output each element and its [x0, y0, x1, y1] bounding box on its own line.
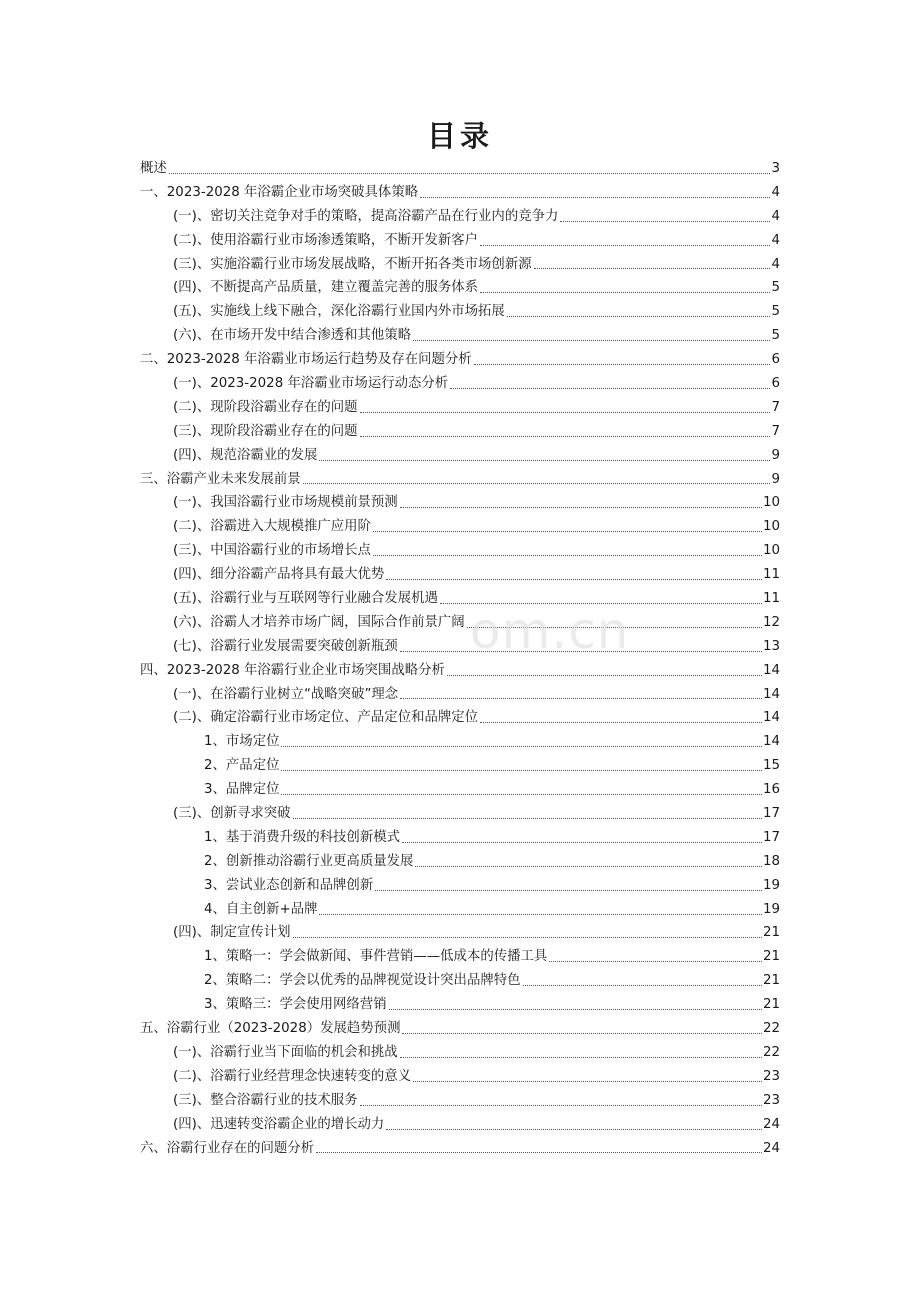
dot-leader: [400, 651, 762, 652]
dot-leader: [293, 937, 762, 938]
toc-entry-text: (二)、浴霸行业经营理念快速转变的意义: [173, 1068, 412, 1084]
toc-entry[interactable]: [140, 515, 780, 539]
toc-entry[interactable]: [140, 1041, 780, 1065]
toc-page-number: 23: [762, 1068, 780, 1084]
dot-leader: [389, 1009, 762, 1010]
toc-entry-text: (七)、浴霸行业发展需要突破创新瓶颈: [173, 638, 398, 654]
toc-entry-text: (四)、制定宣传计划: [173, 925, 291, 941]
dot-leader: [560, 221, 770, 222]
dot-leader: [360, 412, 771, 413]
toc-entry-text: 概述: [140, 160, 167, 176]
dot-leader: [319, 914, 761, 915]
toc-entry[interactable]: [140, 826, 780, 850]
toc-entry[interactable]: [140, 181, 780, 205]
toc-entry-text: 2、策略二：学会以优秀的品牌视觉设计突出品牌特色: [204, 973, 521, 989]
toc-entry[interactable]: [140, 802, 780, 826]
dot-leader: [375, 890, 762, 891]
dot-leader: [450, 388, 770, 389]
table-of-contents: [140, 157, 780, 1160]
toc-entry[interactable]: [140, 420, 780, 444]
toc-page-number: 15: [762, 758, 780, 774]
dot-leader: [467, 627, 762, 628]
toc-entry[interactable]: [140, 730, 780, 754]
toc-entry-text: (三)、中国浴霸行业的市场增长点: [173, 543, 371, 559]
dot-leader: [420, 197, 770, 198]
toc-entry-text: 一、2023-2028 年浴霸企业市场突破具体策略: [140, 184, 419, 200]
toc-entry-text: (三)、创新寻求突破: [173, 806, 291, 822]
toc-page-number: 21: [762, 997, 780, 1013]
toc-page-number: 21: [762, 949, 780, 965]
toc-page-number: 9: [771, 447, 780, 463]
toc-entry[interactable]: [140, 229, 780, 253]
toc-page-number: 14: [762, 662, 780, 678]
dot-leader: [386, 1129, 762, 1130]
toc-entry-text: 三、浴霸产业未来发展前景: [140, 471, 301, 487]
dot-leader: [413, 340, 770, 341]
toc-entry-text: (二)、现阶段浴霸业存在的问题: [173, 399, 358, 415]
toc-entry-text: (五)、浴霸行业与互联网等行业融合发展机遇: [173, 591, 438, 607]
dot-leader: [474, 364, 771, 365]
toc-entry-text: 1、市场定位: [204, 734, 280, 750]
toc-page-number: 4: [771, 256, 780, 272]
toc-entry[interactable]: [140, 993, 780, 1017]
toc-page-number: 7: [771, 399, 780, 415]
toc-page-number: 19: [762, 901, 780, 917]
toc-entry[interactable]: [140, 945, 780, 969]
toc-entry-text: (二)、确定浴霸行业市场定位、产品定位和品牌定位: [173, 710, 479, 726]
toc-entry[interactable]: [140, 898, 780, 922]
toc-entry[interactable]: [140, 969, 780, 993]
toc-page-number: 13: [762, 638, 780, 654]
toc-page-number: 10: [762, 495, 780, 511]
dot-leader: [360, 1105, 762, 1106]
toc-entry-text: 六、浴霸行业存在的问题分析: [140, 1140, 315, 1156]
dot-leader: [534, 268, 771, 269]
dot-leader: [440, 603, 762, 604]
dot-leader: [549, 961, 762, 962]
toc-page-number: 7: [771, 423, 780, 439]
toc-page-number: 14: [762, 710, 780, 726]
toc-entry[interactable]: [140, 324, 780, 348]
toc-entry[interactable]: [140, 539, 780, 563]
toc-page-number: 21: [762, 925, 780, 941]
toc-entry-text: (三)、整合浴霸行业的技术服务: [173, 1092, 358, 1108]
toc-page-number: 14: [762, 686, 780, 702]
toc-page-number: 11: [762, 591, 780, 607]
toc-entry[interactable]: [140, 754, 780, 778]
toc-entry-text: 3、策略三：学会使用网络营销: [204, 997, 387, 1013]
toc-entry-text: (一)、密切关注竞争对手的策略，提高浴霸产品在行业内的竞争力: [173, 208, 559, 224]
toc-entry[interactable]: [140, 157, 780, 181]
dot-leader: [415, 866, 762, 867]
dot-leader: [293, 818, 762, 819]
toc-page-number: 19: [762, 877, 780, 893]
dot-leader: [386, 579, 762, 580]
dot-leader: [169, 173, 771, 174]
toc-entry[interactable]: [140, 253, 780, 277]
toc-entry-text: 五、浴霸行业（2023-2028）发展趋势预测: [140, 1021, 401, 1037]
toc-entry-text: (四)、细分浴霸产品将具有最大优势: [173, 567, 385, 583]
toc-page-number: 22: [762, 1044, 780, 1060]
toc-entry-text: (六)、浴霸人才培养市场广阔，国际合作前景广阔: [173, 614, 465, 630]
toc-entry-text: 四、2023-2028 年浴霸行业企业市场突围战略分析: [140, 662, 445, 678]
toc-entry-text: 2、产品定位: [204, 758, 280, 774]
toc-page-number: 9: [771, 471, 780, 487]
toc-entry[interactable]: [140, 1137, 780, 1161]
dot-leader: [447, 675, 762, 676]
toc-entry-text: (四)、迅速转变浴霸企业的增长动力: [173, 1116, 385, 1132]
toc-entry[interactable]: [140, 587, 780, 611]
toc-entry[interactable]: [140, 1017, 780, 1041]
toc-entry-text: (一)、2023-2028 年浴霸业市场运行动态分析: [173, 376, 449, 391]
toc-page-number: 11: [762, 567, 780, 583]
toc-page-number: 24: [762, 1140, 780, 1156]
toc-page-number: 4: [771, 184, 780, 200]
toc-page-number: 10: [762, 543, 780, 559]
toc-entry[interactable]: [140, 778, 780, 802]
toc-entry[interactable]: [140, 1113, 780, 1137]
dot-leader: [281, 770, 761, 771]
toc-entry-text: (一)、浴霸行业当下面临的机会和挑战: [173, 1044, 398, 1060]
toc-page-number: 18: [762, 853, 780, 869]
dot-leader: [480, 722, 762, 723]
toc-entry-text: 二、2023-2028 年浴霸业市场运行趋势及存在问题分析: [140, 352, 472, 368]
watermark: om.cn: [470, 602, 630, 660]
dot-leader: [373, 531, 762, 532]
toc-entry-text: 4、自主创新+品牌: [204, 901, 318, 917]
toc-page-number: 3: [771, 160, 780, 176]
dot-leader: [400, 507, 762, 508]
toc-entry[interactable]: [140, 563, 780, 587]
toc-page-number: 23: [762, 1092, 780, 1108]
toc-entry[interactable]: [140, 874, 780, 898]
dot-leader: [480, 245, 770, 246]
toc-page-number: 5: [771, 328, 780, 344]
toc-entry[interactable]: [140, 1065, 780, 1089]
toc-entry-text: 1、策略一：学会做新闻、事件营销——低成本的传播工具: [204, 949, 548, 965]
toc-entry[interactable]: [140, 468, 780, 492]
toc-page-number: 5: [771, 280, 780, 296]
dot-leader: [316, 1152, 762, 1153]
dot-leader: [281, 794, 761, 795]
toc-entry[interactable]: [140, 850, 780, 874]
toc-page-number: 5: [771, 304, 780, 320]
toc-page-number: 22: [762, 1021, 780, 1037]
toc-entry-text: (四)、规范浴霸业的发展: [173, 447, 318, 463]
dot-leader: [402, 1033, 761, 1034]
toc-entry-text: (一)、我国浴霸行业市场规模前景预测: [173, 495, 398, 511]
toc-page-number: 17: [762, 806, 780, 822]
toc-entry-text: (六)、在市场开发中结合渗透和其他策略: [173, 328, 412, 344]
page-title: 目录: [426, 119, 493, 153]
toc-page-number: 21: [762, 973, 780, 989]
toc-entry[interactable]: [140, 348, 780, 372]
dot-leader: [523, 985, 762, 986]
toc-entry-text: (二)、浴霸进入大规模推广应用阶: [173, 519, 371, 535]
toc-entry[interactable]: [140, 372, 780, 396]
toc-entry[interactable]: [140, 683, 780, 707]
toc-page-number: 6: [771, 376, 780, 391]
toc-entry[interactable]: [140, 276, 780, 300]
toc-page-number: 6: [771, 352, 780, 368]
toc-page-number: 10: [762, 519, 780, 535]
dot-leader: [373, 555, 762, 556]
toc-page-number: 4: [771, 208, 780, 224]
toc-entry[interactable]: [140, 300, 780, 324]
toc-page-number: 17: [762, 829, 780, 845]
toc-entry[interactable]: [140, 205, 780, 229]
toc-entry[interactable]: [140, 491, 780, 515]
dot-leader: [402, 842, 762, 843]
toc-entry[interactable]: [140, 706, 780, 730]
toc-entry-text: 3、尝试业态创新和品牌创新: [204, 877, 374, 893]
toc-entry-text: (五)、实施线上线下融合，深化浴霸行业国内外市场拓展: [173, 304, 505, 320]
toc-entry[interactable]: [140, 444, 780, 468]
toc-entry[interactable]: [140, 659, 780, 683]
toc-entry[interactable]: [140, 1089, 780, 1113]
dot-leader: [400, 1057, 762, 1058]
toc-page-number: 12: [762, 614, 780, 630]
toc-page-number: 24: [762, 1116, 780, 1132]
toc-entry-text: (一)、在浴霸行业树立“战略突破”理念: [173, 686, 399, 702]
dot-leader: [281, 746, 761, 747]
dot-leader: [360, 436, 771, 437]
dot-leader: [413, 1081, 762, 1082]
dot-leader: [480, 292, 770, 293]
toc-entry-text: (二)、使用浴霸行业市场渗透策略，不断开发新客户: [173, 232, 479, 248]
toc-entry-text: 1、基于消费升级的科技创新模式: [204, 829, 400, 845]
toc-page-number: 4: [771, 232, 780, 248]
dot-leader: [303, 483, 771, 484]
toc-entry-text: 3、品牌定位: [204, 782, 280, 798]
toc-entry[interactable]: [140, 635, 780, 659]
toc-entry[interactable]: [140, 611, 780, 635]
toc-page-number: 14: [762, 734, 780, 750]
toc-entry[interactable]: [140, 922, 780, 946]
toc-page-number: 16: [762, 782, 780, 798]
dot-leader: [319, 460, 770, 461]
toc-entry[interactable]: [140, 396, 780, 420]
toc-entry-text: (四)、不断提高产品质量，建立覆盖完善的服务体系: [173, 280, 479, 296]
dot-leader: [400, 698, 762, 699]
toc-entry-text: 2、创新推动浴霸行业更高质量发展: [204, 853, 414, 869]
dot-leader: [507, 316, 771, 317]
toc-entry-text: (三)、现阶段浴霸业存在的问题: [173, 423, 358, 439]
toc-entry-text: (三)、实施浴霸行业市场发展战略，不断开拓各类市场创新源: [173, 256, 532, 272]
